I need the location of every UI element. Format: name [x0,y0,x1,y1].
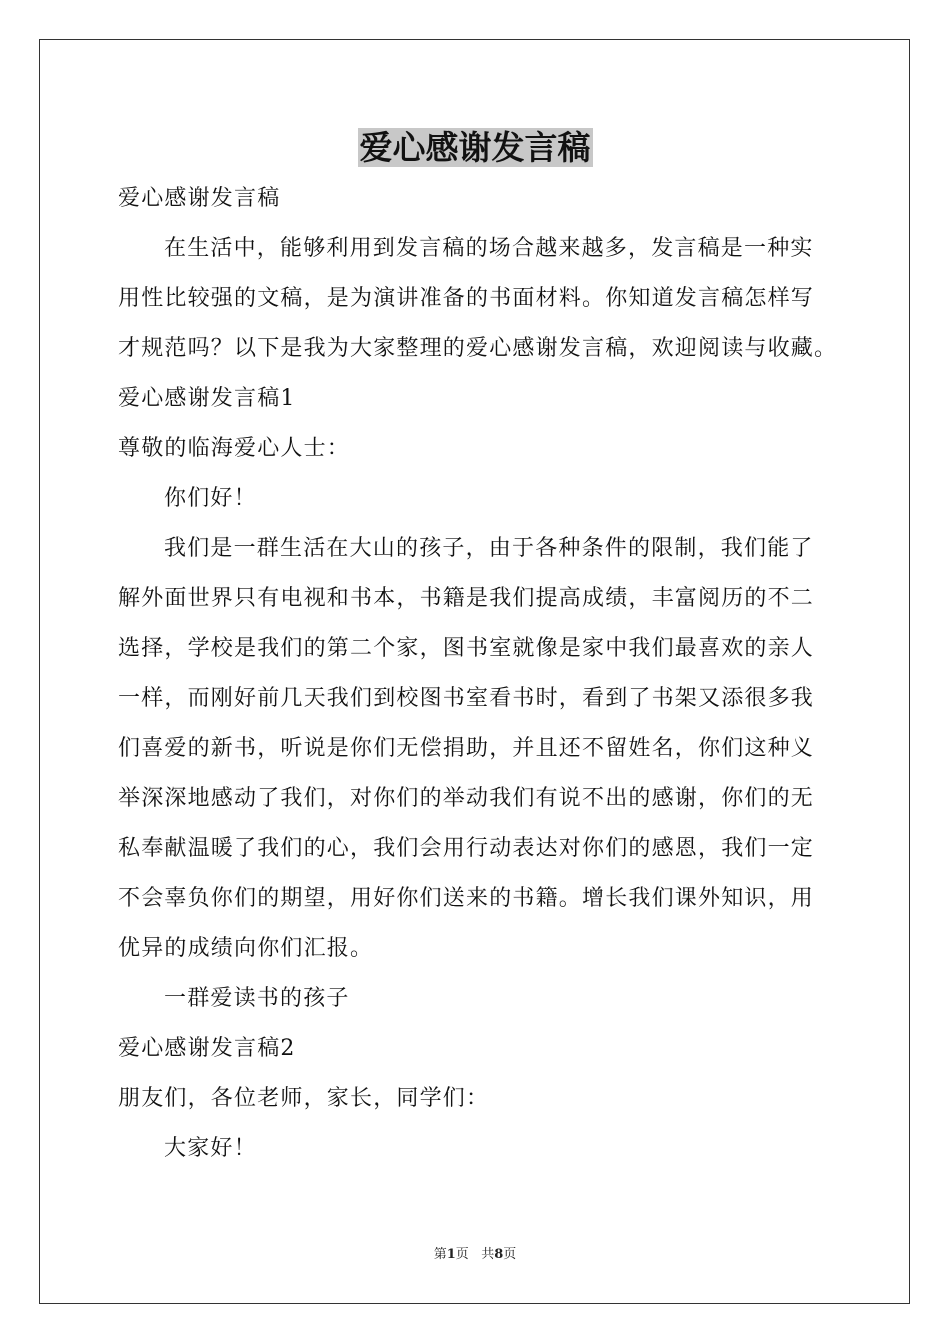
paragraph-line: 私奉献温暖了我们的心，我们会用行动表达对你们的感恩，我们一定 [118,836,815,861]
document-title-text: 爱心感谢发言稿 [359,128,591,167]
document-title [0,128,950,168]
footer-page-number: 1 [446,1247,456,1262]
salutation: 尊敬的临海爱心人士： [118,436,351,461]
paragraph-line: 解外面世界只有电视和书本，书籍是我们提高成绩，丰富阅历的不二 [118,586,815,611]
footer-total-suffix: 页 [503,1247,517,1262]
salutation: 朋友们，各位老师，家长，同学们： [118,1086,490,1111]
paragraph-line: 一样，而刚好前几天我们到校图书室看书时，看到了书架又添很多我 [118,686,815,711]
section-heading: 爱心感谢发言稿2 [118,1036,296,1061]
paragraph-line: 不会辜负你们的期望，用好你们送来的书籍。增长我们课外知识，用 [118,886,815,911]
subtitle-line: 爱心感谢发言稿 [118,186,281,211]
greeting: 你们好！ [164,486,257,511]
section-heading: 爱心感谢发言稿1 [118,386,296,411]
page-border [39,39,910,1304]
greeting: 大家好！ [164,1136,257,1161]
footer-total-pages: 8 [494,1247,504,1262]
paragraph-line: 优异的成绩向你们汇报。 [118,936,374,961]
signature-line: 一群爱读书的孩子 [164,986,350,1011]
footer-page-suffix: 页 [455,1247,469,1262]
footer-page-prefix: 第 [433,1247,447,1262]
paragraph-line: 才规范吗？以下是我为大家整理的爱心感谢发言稿，欢迎阅读与收藏。 [118,336,838,361]
page-footer [0,1246,950,1264]
paragraph-line: 我们是一群生活在大山的孩子，由于各种条件的限制，我们能了 [164,536,814,561]
paragraph-line: 选择，学校是我们的第二个家，图书室就像是家中我们最喜欢的亲人 [118,636,815,661]
paragraph-line: 在生活中，能够利用到发言稿的场合越来越多，发言稿是一种实 [164,236,814,261]
footer-total-prefix: 共 [481,1247,495,1262]
paragraph-line: 们喜爱的新书，听说是你们无偿捐助，并且还不留姓名，你们这种义 [118,736,815,761]
paragraph-line: 用性比较强的文稿，是为演讲准备的书面材料。你知道发言稿怎样写 [118,286,815,311]
paragraph-line: 举深深地感动了我们，对你们的举动我们有说不出的感谢，你们的无 [118,786,815,811]
